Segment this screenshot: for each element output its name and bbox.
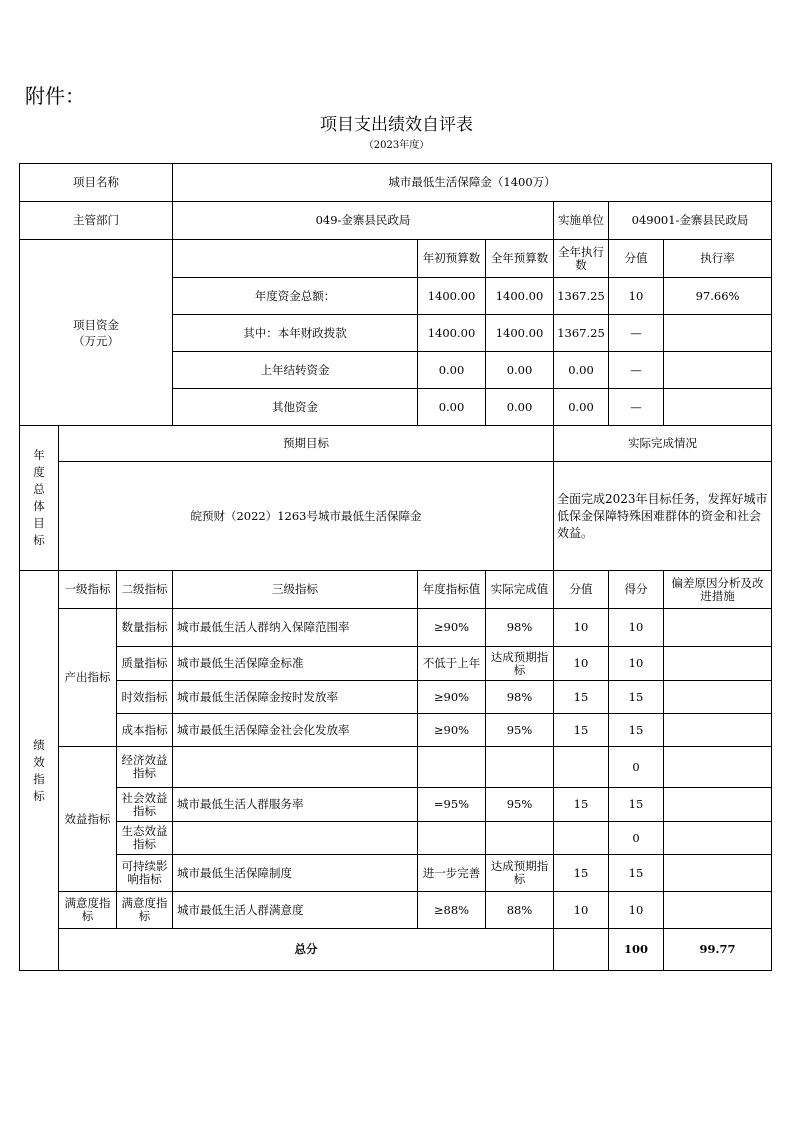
table-row <box>20 747 772 788</box>
ind-actual <box>486 747 554 788</box>
ind-level1: 产出指标 <box>59 609 117 747</box>
funds-row-annual: 0.00 <box>486 389 554 426</box>
ind-note <box>664 822 772 855</box>
goals-expected-header: 预期目标 <box>59 426 554 462</box>
ind-score: 10 <box>609 892 664 929</box>
ind-level2: 可持续影响指标 <box>117 855 173 892</box>
row-indicators-header <box>20 571 772 609</box>
project-name-value: 城市最低生活保障金（1400万） <box>173 164 772 202</box>
funds-row-label: 其他资金 <box>173 389 418 426</box>
ind-score: 0 <box>609 747 664 788</box>
attachment-label: 附件： <box>25 84 85 108</box>
funds-row-label: 其中：本年财政拨款 <box>173 315 418 352</box>
ind-target: ≥90% <box>418 681 486 714</box>
ind-note <box>664 609 772 647</box>
ind-level3: 城市最低生活保障制度 <box>173 855 418 892</box>
ind-target: ≥88% <box>418 892 486 929</box>
ind-score: 10 <box>609 647 664 681</box>
ind-level1: 效益指标 <box>59 747 117 892</box>
ind-level3: 城市最低生活保障金标准 <box>173 647 418 681</box>
ind-level2: 满意度指标 <box>117 892 173 929</box>
ind-header-target: 年度指标值 <box>418 571 486 609</box>
ind-level3: 城市最低生活保障金按时发放率 <box>173 681 418 714</box>
ind-note <box>664 788 772 822</box>
ind-score-value <box>554 822 609 855</box>
funds-row-annual: 0.00 <box>486 352 554 389</box>
ind-actual: 88% <box>486 892 554 929</box>
ind-score-value: 10 <box>554 892 609 929</box>
funds-label: 项目资金 （万元） <box>20 240 173 426</box>
ind-score-value <box>554 747 609 788</box>
ind-score: 15 <box>609 681 664 714</box>
ind-score: 0 <box>609 822 664 855</box>
total-blank <box>554 929 609 971</box>
funds-row-score-value: — <box>609 315 664 352</box>
table-row <box>20 788 772 822</box>
ind-level2: 生态效益指标 <box>117 822 173 855</box>
ind-note <box>664 892 772 929</box>
ind-header-note: 偏差原因分析及改进措施 <box>664 571 772 609</box>
ind-level1: 满意度指标 <box>59 892 117 929</box>
goals-expected: 皖预财（2022）1263号城市最低生活保障金 <box>59 462 554 571</box>
funds-row-rate <box>664 315 772 352</box>
ind-level3: 城市最低生活人群纳入保障范围率 <box>173 609 418 647</box>
ind-header-level2: 二级指标 <box>117 571 173 609</box>
ind-score-value: 15 <box>554 855 609 892</box>
ind-actual: 95% <box>486 714 554 747</box>
ind-note <box>664 714 772 747</box>
ind-actual: 达成预期指标 <box>486 647 554 681</box>
dept-label: 主管部门 <box>20 202 173 240</box>
ind-target: 不低于上年 <box>418 647 486 681</box>
ind-actual: 98% <box>486 681 554 714</box>
funds-header-executed: 全年执行数 <box>554 240 609 278</box>
ind-header-actual: 实际完成值 <box>486 571 554 609</box>
ind-level3: 城市最低生活人群服务率 <box>173 788 418 822</box>
row-goals-content <box>20 462 772 571</box>
ind-target: =95% <box>418 788 486 822</box>
ind-level2: 质量指标 <box>117 647 173 681</box>
funds-row-rate <box>664 352 772 389</box>
ind-actual: 95% <box>486 788 554 822</box>
ind-level3: 城市最低生活保障金社会化发放率 <box>173 714 418 747</box>
total-label: 总分 <box>59 929 554 971</box>
ind-level3 <box>173 747 418 788</box>
ind-target: ≥90% <box>418 714 486 747</box>
funds-row-executed: 0.00 <box>554 389 609 426</box>
funds-row-label: 年度资金总额： <box>173 278 418 315</box>
funds-row-executed: 1367.25 <box>554 278 609 315</box>
ind-actual: 达成预期指标 <box>486 855 554 892</box>
indicators-label: 绩 效 指 标 <box>20 571 59 971</box>
project-name-label: 项目名称 <box>20 164 173 202</box>
funds-row-annual: 1400.00 <box>486 315 554 352</box>
funds-row-score-value: 10 <box>609 278 664 315</box>
ind-score-value: 15 <box>554 788 609 822</box>
funds-row-rate <box>664 389 772 426</box>
funds-row-label: 上年结转资金 <box>173 352 418 389</box>
funds-row-executed: 0.00 <box>554 352 609 389</box>
goals-label: 年 度 总 体 目 标 <box>20 426 59 571</box>
table-row <box>20 822 772 855</box>
ind-level2: 社会效益指标 <box>117 788 173 822</box>
funds-row-score-value: — <box>609 352 664 389</box>
funds-header-initial: 年初预算数 <box>418 240 486 278</box>
self-evaluation-table <box>19 163 772 971</box>
ind-header-level1: 一级指标 <box>59 571 117 609</box>
unit-value: 049001-金寨县民政局 <box>609 202 772 240</box>
ind-score-value: 15 <box>554 714 609 747</box>
total-score-value: 100 <box>609 929 664 971</box>
ind-score: 15 <box>609 714 664 747</box>
funds-header-annual: 全年预算数 <box>486 240 554 278</box>
funds-row-initial: 0.00 <box>418 352 486 389</box>
ind-score: 10 <box>609 609 664 647</box>
ind-target: 进一步完善 <box>418 855 486 892</box>
ind-score-value: 15 <box>554 681 609 714</box>
ind-header-score: 得分 <box>609 571 664 609</box>
funds-row-initial: 1400.00 <box>418 278 486 315</box>
row-total <box>20 929 772 971</box>
dept-value: 049-金寨县民政局 <box>173 202 554 240</box>
funds-header-blank <box>173 240 418 278</box>
funds-row-annual: 1400.00 <box>486 278 554 315</box>
table-row <box>20 855 772 892</box>
goals-actual-header: 实际完成情况 <box>554 426 772 462</box>
ind-target: ≥90% <box>418 609 486 647</box>
ind-level2: 经济效益指标 <box>117 747 173 788</box>
ind-note <box>664 681 772 714</box>
ind-score-value: 10 <box>554 647 609 681</box>
funds-header-rate: 执行率 <box>664 240 772 278</box>
row-goals-header <box>20 426 772 462</box>
unit-label: 实施单位 <box>554 202 609 240</box>
ind-level2: 成本指标 <box>117 714 173 747</box>
ind-header-score-value: 分值 <box>554 571 609 609</box>
page-title: 项目支出绩效自评表 <box>320 115 473 135</box>
ind-note <box>664 647 772 681</box>
table-row <box>20 609 772 647</box>
goals-actual: 全面完成2023年目标任务，发挥好城市低保金保障特殊困难群体的资金和社会效益。 <box>554 462 772 571</box>
table-row <box>20 647 772 681</box>
ind-score-value: 10 <box>554 609 609 647</box>
ind-note <box>664 855 772 892</box>
ind-note <box>664 747 772 788</box>
ind-actual: 98% <box>486 609 554 647</box>
funds-header-score-value: 分值 <box>609 240 664 278</box>
row-project-name <box>20 164 772 202</box>
ind-target <box>418 822 486 855</box>
page-subtitle: （2023年度） <box>363 140 430 151</box>
ind-score: 15 <box>609 788 664 822</box>
funds-row-rate: 97.66% <box>664 278 772 315</box>
table-row <box>20 681 772 714</box>
ind-level3 <box>173 822 418 855</box>
funds-row-initial: 1400.00 <box>418 315 486 352</box>
row-funds-header <box>20 240 772 278</box>
ind-header-level3: 三级指标 <box>173 571 418 609</box>
row-department <box>20 202 772 240</box>
funds-row-executed: 1367.25 <box>554 315 609 352</box>
funds-row-score-value: — <box>609 389 664 426</box>
ind-score: 15 <box>609 855 664 892</box>
table-row <box>20 714 772 747</box>
ind-target <box>418 747 486 788</box>
total-score: 99.77 <box>664 929 772 971</box>
table-row <box>20 892 772 929</box>
ind-level3: 城市最低生活人群满意度 <box>173 892 418 929</box>
ind-level2: 时效指标 <box>117 681 173 714</box>
ind-level2: 数量指标 <box>117 609 173 647</box>
ind-actual <box>486 822 554 855</box>
funds-row-initial: 0.00 <box>418 389 486 426</box>
